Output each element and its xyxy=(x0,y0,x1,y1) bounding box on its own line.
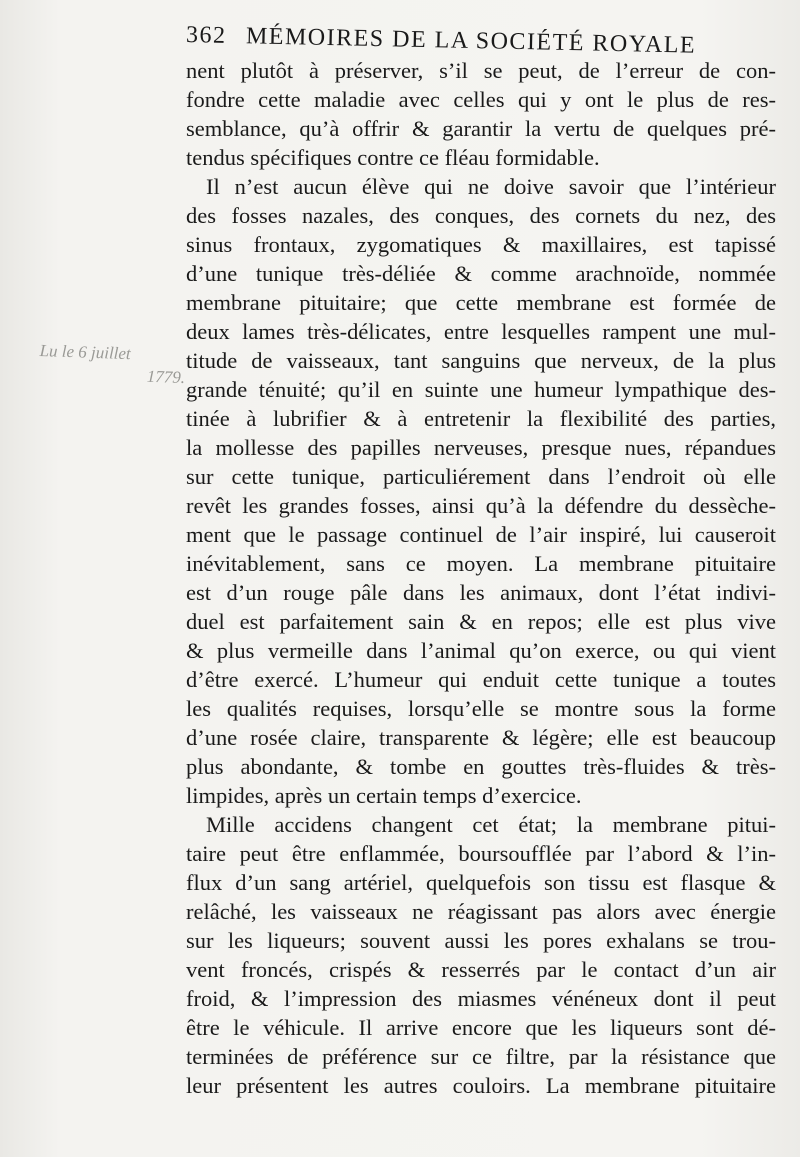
page-number: 362 xyxy=(185,22,227,49)
text-line: la mollesse des papilles nerveuses, presque nues, répandues xyxy=(186,435,776,460)
text-line: d’une tunique très-déliée & comme arachnoïde, nommée xyxy=(186,261,776,286)
text-line: d’être exercé. L’humeur qui enduit cette tunique a toutes xyxy=(186,667,776,692)
text-line: plus abondante, & tombe en gouttes très-fluides & très- xyxy=(186,754,776,779)
text-line: Mille accidens changent cet état; la membrane pitui- xyxy=(206,812,776,837)
text-line: terminées de préférence sur ce filtre, par la résistance que xyxy=(186,1044,776,1069)
text-line: duel est parfaitement sain & en repos; elle est plus vive xyxy=(186,609,776,634)
text-line: des fosses nazales, des conques, des cornets du nez, des xyxy=(186,203,776,228)
text-line: tinée à lubrifier & à entretenir la flexibilité des parties, xyxy=(186,406,776,431)
running-title: MÉMOIRES DE LA SOCIÉTÉ ROYALE xyxy=(245,23,697,59)
margin-note-line-2: 1779. xyxy=(146,366,186,388)
text-line: être le véhicule. Il arrive encore que les liqueurs sont dé- xyxy=(186,1015,776,1040)
text-line: sinus frontaux, zygomatiques & maxillaires, est tapissé xyxy=(186,232,776,257)
text-line: limpides, après un certain temps d’exercice. xyxy=(186,783,582,808)
text-line: est d’un rouge pâle dans les animaux, dont l’état indivi- xyxy=(186,580,776,605)
text-line: relâché, les vaisseaux ne réagissant pas alors avec énergie xyxy=(186,899,776,924)
text-line: vent froncés, crispés & resserrés par le contact d’un air xyxy=(186,957,776,982)
text-line: & plus vermeille dans l’animal qu’on exerce, ou qui vient xyxy=(186,638,776,663)
margin-note xyxy=(38,340,186,389)
text-line: titude de vaisseaux, tant sanguins que nerveux, de la plus xyxy=(186,348,776,373)
text-line: sur cette tunique, particuliérement dans l’endroit où elle xyxy=(186,464,776,489)
text-line: inévitablement, sans ce moyen. La membrane pituitaire xyxy=(186,551,776,576)
text-line: fondre cette maladie avec celles qui y ont le plus de res- xyxy=(186,87,776,112)
text-line: tendus spécifiques contre ce fléau formidable. xyxy=(186,145,600,170)
text-line: d’une rosée claire, transparente & légère; elle est beaucoup xyxy=(186,725,776,750)
text-line: froid, & l’impression des miasmes vénéneux dont il peut xyxy=(186,986,776,1011)
text-line: les qualités requises, lorsqu’elle se montre sous la forme xyxy=(186,696,776,721)
margin-note-line-1: Lu le 6 juillet xyxy=(39,340,132,364)
body-text xyxy=(186,56,776,1100)
text-line: taire peut être enflammée, boursoufflée par l’abord & l’in- xyxy=(186,841,776,866)
text-line: membrane pituitaire; que cette membrane est formée de xyxy=(186,290,776,315)
text-line: semblance, qu’à offrir & garantir la vertu de quelques pré- xyxy=(186,116,776,141)
text-line: Il n’est aucun élève qui ne doive savoir que l’intérieur xyxy=(206,174,776,199)
text-line: nent plutôt à préserver, s’il se peut, de l’erreur de con- xyxy=(186,58,776,83)
text-line: flux d’un sang artériel, quelquefois son tissu est flasque & xyxy=(186,870,776,895)
text-line: deux lames très-délicates, entre lesquelles rampent une mul- xyxy=(186,319,776,344)
text-line: grande ténuité; qu’il en suinte une humeur lympathique des- xyxy=(186,377,776,402)
text-line: leur présentent les autres couloirs. La membrane pituitaire xyxy=(186,1073,776,1098)
text-line: sur les liqueurs; souvent aussi les pores exhalans se trou- xyxy=(186,928,776,953)
text-line: ment que le passage continuel de l’air inspiré, lui causeroit xyxy=(186,522,776,547)
text-line: revêt les grandes fosses, ainsi qu’à la défendre du dessèche- xyxy=(186,493,776,518)
